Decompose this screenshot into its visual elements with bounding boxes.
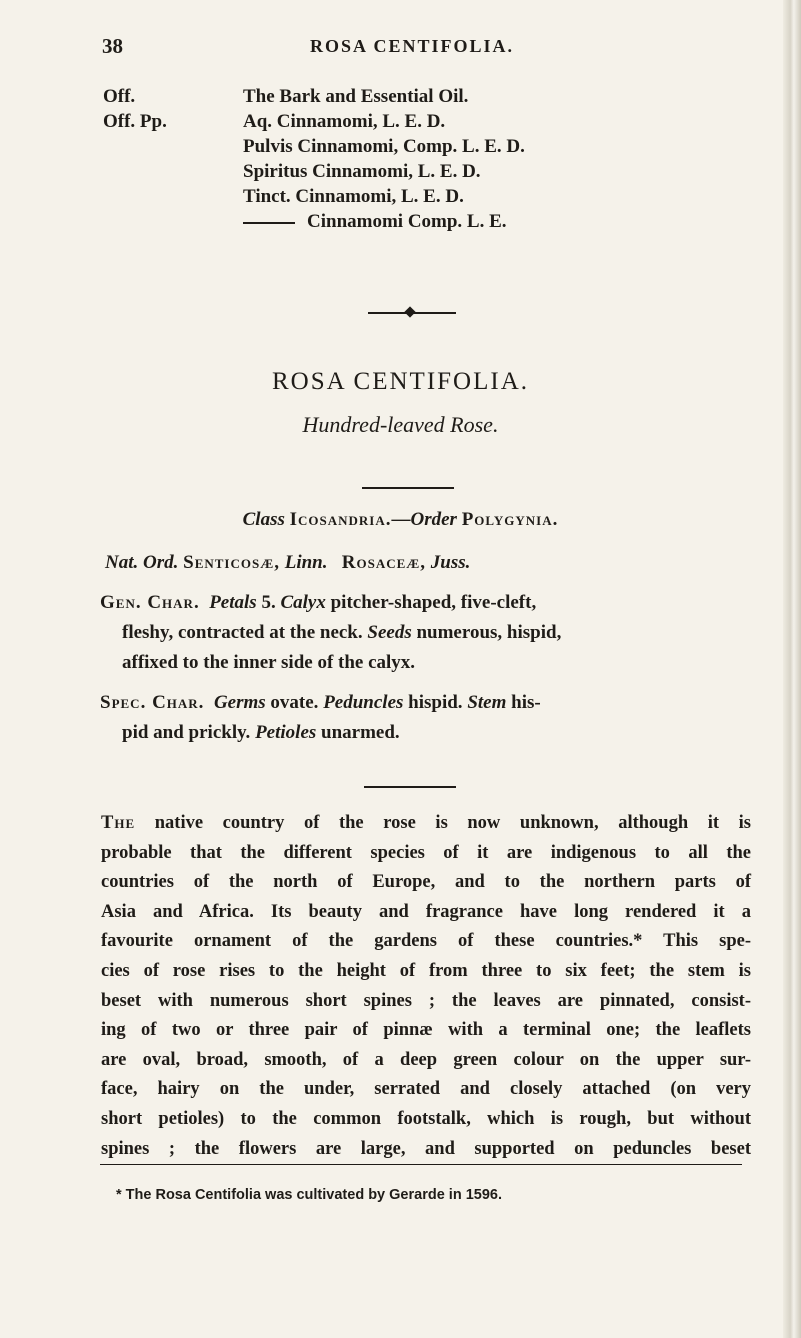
- body-line: ing of two or three pair of pinnæ with a terminal one; the leaflets: [101, 1020, 751, 1041]
- officinal-row: [103, 209, 723, 234]
- plant-common-name: Hundred-leaved Rose.: [302, 412, 499, 437]
- officinal-text: Pulvis Cinnamomi, Comp. L. E. D.: [243, 136, 525, 157]
- body-line: face, hairy on the under, serrated and closely attached (on very: [101, 1079, 751, 1100]
- nat-ord-linn-author: Linn.: [284, 552, 328, 573]
- running-title: ROSA CENTIFOLIA.: [310, 36, 515, 56]
- spec-char-term: Peduncles: [323, 692, 404, 713]
- footnote: * The Rosa Centifolia was cultivated by Gerarde in 1596.: [116, 1187, 502, 1203]
- gen-char-term: Calyx: [280, 592, 326, 613]
- gen-char-line: [100, 618, 750, 648]
- divider-rule: [362, 487, 454, 489]
- body-line: spines ; the flowers are large, and supported on peduncles beset: [101, 1138, 751, 1159]
- body-line: probable that the different species of it are indigenous to all the: [101, 842, 751, 863]
- plant-title: ROSA CENTIFOLIA.: [271, 368, 529, 395]
- body-paragraph: [101, 809, 751, 1164]
- body-line: beset with numerous short spines ; the leaves are pinnated, consist-: [101, 990, 751, 1011]
- officinal-label: Off. Pp.: [103, 111, 167, 132]
- gen-char-term: Petals: [209, 592, 257, 613]
- gen-char-text: 5.: [256, 592, 281, 613]
- spec-char-line: [100, 688, 750, 718]
- gen-char-line: [100, 588, 750, 618]
- officinal-text: [243, 209, 507, 234]
- specific-character: [100, 688, 750, 748]
- body-line: countries of the north of Europe, and to the northern parts of: [101, 872, 751, 893]
- spec-char-text: his-: [506, 692, 541, 713]
- class-label: Class: [242, 509, 285, 530]
- body-line: cies of rose rises to the height of from three to six feet; the stem is: [101, 960, 751, 981]
- gen-char-label: Gen. Char.: [100, 592, 200, 613]
- officinal-row: [103, 184, 723, 209]
- section-ornament: [368, 308, 456, 318]
- spec-char-text: ovate.: [265, 692, 324, 713]
- officinal-text: Spiritus Cinnamomi, L. E. D.: [243, 161, 481, 182]
- gen-char-term: Seeds: [367, 622, 412, 643]
- body-line-text: native country of the rose is now unknown, although it is: [154, 813, 752, 833]
- officinal-text: The Bark and Essential Oil.: [243, 86, 469, 107]
- spec-char-label: Spec. Char.: [100, 692, 205, 713]
- body-line: [101, 809, 751, 839]
- officinal-row: [103, 109, 723, 134]
- officinal-text: Aq. Cinnamomi, L. E. D.: [243, 111, 446, 132]
- body-lead-word: The: [101, 813, 136, 833]
- gen-char-text: pitcher-shaped, five-cleft,: [325, 592, 537, 613]
- body-line: favourite ornament of the gardens of these countries.* This spe-: [101, 931, 751, 952]
- officinal-list: [103, 84, 723, 234]
- spec-char-text: unarmed.: [316, 722, 400, 743]
- generic-character: [100, 588, 750, 678]
- nat-ord-label: Nat. Ord.: [105, 552, 179, 573]
- officinal-row: [103, 84, 723, 109]
- page-header: [102, 34, 722, 58]
- officinal-text-content: Cinnamomi Comp. L. E.: [307, 211, 507, 232]
- spec-char-term: Petioles: [255, 722, 317, 743]
- spec-char-line: [100, 718, 750, 748]
- gen-char-text: affixed to the inner side of the calyx.: [122, 652, 416, 673]
- spec-char-text: hispid.: [403, 692, 468, 713]
- officinal-row: [103, 134, 723, 159]
- spec-char-term: Stem: [467, 692, 507, 713]
- ornament-diamond-icon: [404, 306, 415, 317]
- class-name: Icosandria.: [289, 509, 392, 530]
- divider-rule: [364, 786, 456, 788]
- ditto-dash: [243, 222, 295, 224]
- body-line: are oval, broad, smooth, of a deep green colour on the upper sur-: [101, 1049, 751, 1070]
- gen-char-line: [100, 648, 750, 678]
- nat-ord-juss-author: Juss.: [430, 552, 471, 573]
- footnote-rule: [100, 1164, 742, 1165]
- gen-char-text: numerous, hispid,: [411, 622, 562, 643]
- body-line: short petioles) to the common footstalk, which is rough, but without: [101, 1108, 751, 1129]
- natural-order-line: [105, 552, 725, 574]
- body-line: Asia and Africa. Its beauty and fragrance have long rendered it a: [101, 901, 751, 922]
- officinal-row: [103, 159, 723, 184]
- page-edge: [783, 0, 801, 1338]
- order-label: Order: [410, 509, 457, 530]
- officinal-text: Tinct. Cinnamomi, L. E. D.: [243, 186, 464, 207]
- spec-char-text: pid and prickly.: [122, 722, 256, 743]
- page-number: 38: [102, 34, 123, 58]
- class-order-line: Class Icosandria.—Order Polygynia.: [242, 509, 559, 530]
- order-name: Polygynia.: [461, 509, 559, 530]
- gen-char-text: fleshy, contracted at the neck.: [122, 622, 368, 643]
- nat-ord-linn: Senticosæ,: [183, 552, 280, 573]
- spec-char-term: Germs: [213, 692, 266, 713]
- officinal-label: Off.: [103, 86, 136, 107]
- nat-ord-juss: Rosaceæ,: [341, 552, 427, 573]
